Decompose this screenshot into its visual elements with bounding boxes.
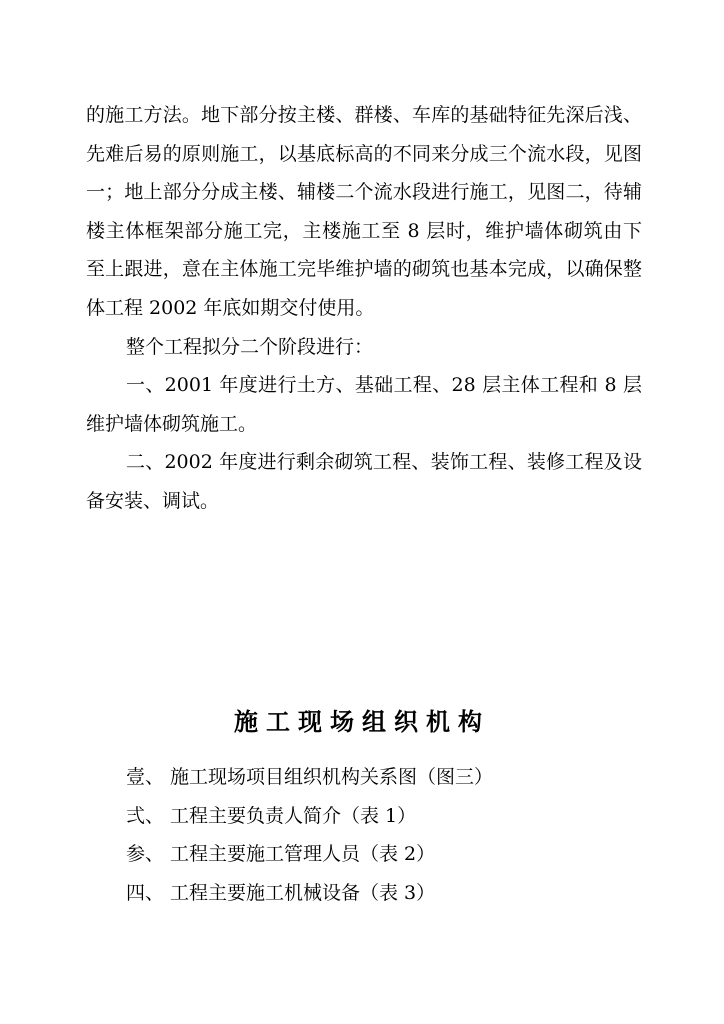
list-item-text: 工程主要施工管理人员（表 2） [170,843,436,866]
list-item-text: 施工现场项目组织机构关系图（图三） [170,766,494,788]
paragraph-phase-one: 一、2001 年度进行土方、基础工程、28 层主体工程和 8 层维护墙体砌筑施工。 [86,374,642,435]
section-title: 施工现场组织机构 [234,707,490,736]
list-item [126,758,646,797]
body-text [86,96,642,521]
list-item [126,835,646,874]
list-item-text: 工程主要负责人简介（表 1） [170,804,417,827]
list-item-text: 工程主要施工机械设备（表 3） [170,881,436,904]
section-item-list [126,758,646,912]
list-item-number: 壹、 [126,766,165,788]
paragraph-phases-intro: 整个工程拟分二个阶段进行： [126,335,374,358]
list-item [126,874,646,913]
list-item-number: 弍、 [126,804,165,827]
paragraph-construction-method: 的施工方法。地下部分按主楼、群楼、车库的基础特征先深后浅、先难后易的原则施工，以基底标高的不同来分成三个流水段，见图一；地上部分分成主楼、辅楼二个流水段进行施工，见图二，待辅楼主体框架部分施工完，主楼施工至 8 层时，维护墙体砌筑由下至上跟进，意在主体施工完毕维护墙的砌筑也基本完成，以确保整体工程 2002 年底如期交付使用。 [86,104,642,319]
list-item-number: 参、 [126,843,165,866]
list-item [126,797,646,836]
paragraph-phase-two: 二、2002 年度进行剩余砌筑工程、装饰工程、装修工程及设备安装、调试。 [86,451,642,512]
list-item-number: 四、 [126,881,165,904]
